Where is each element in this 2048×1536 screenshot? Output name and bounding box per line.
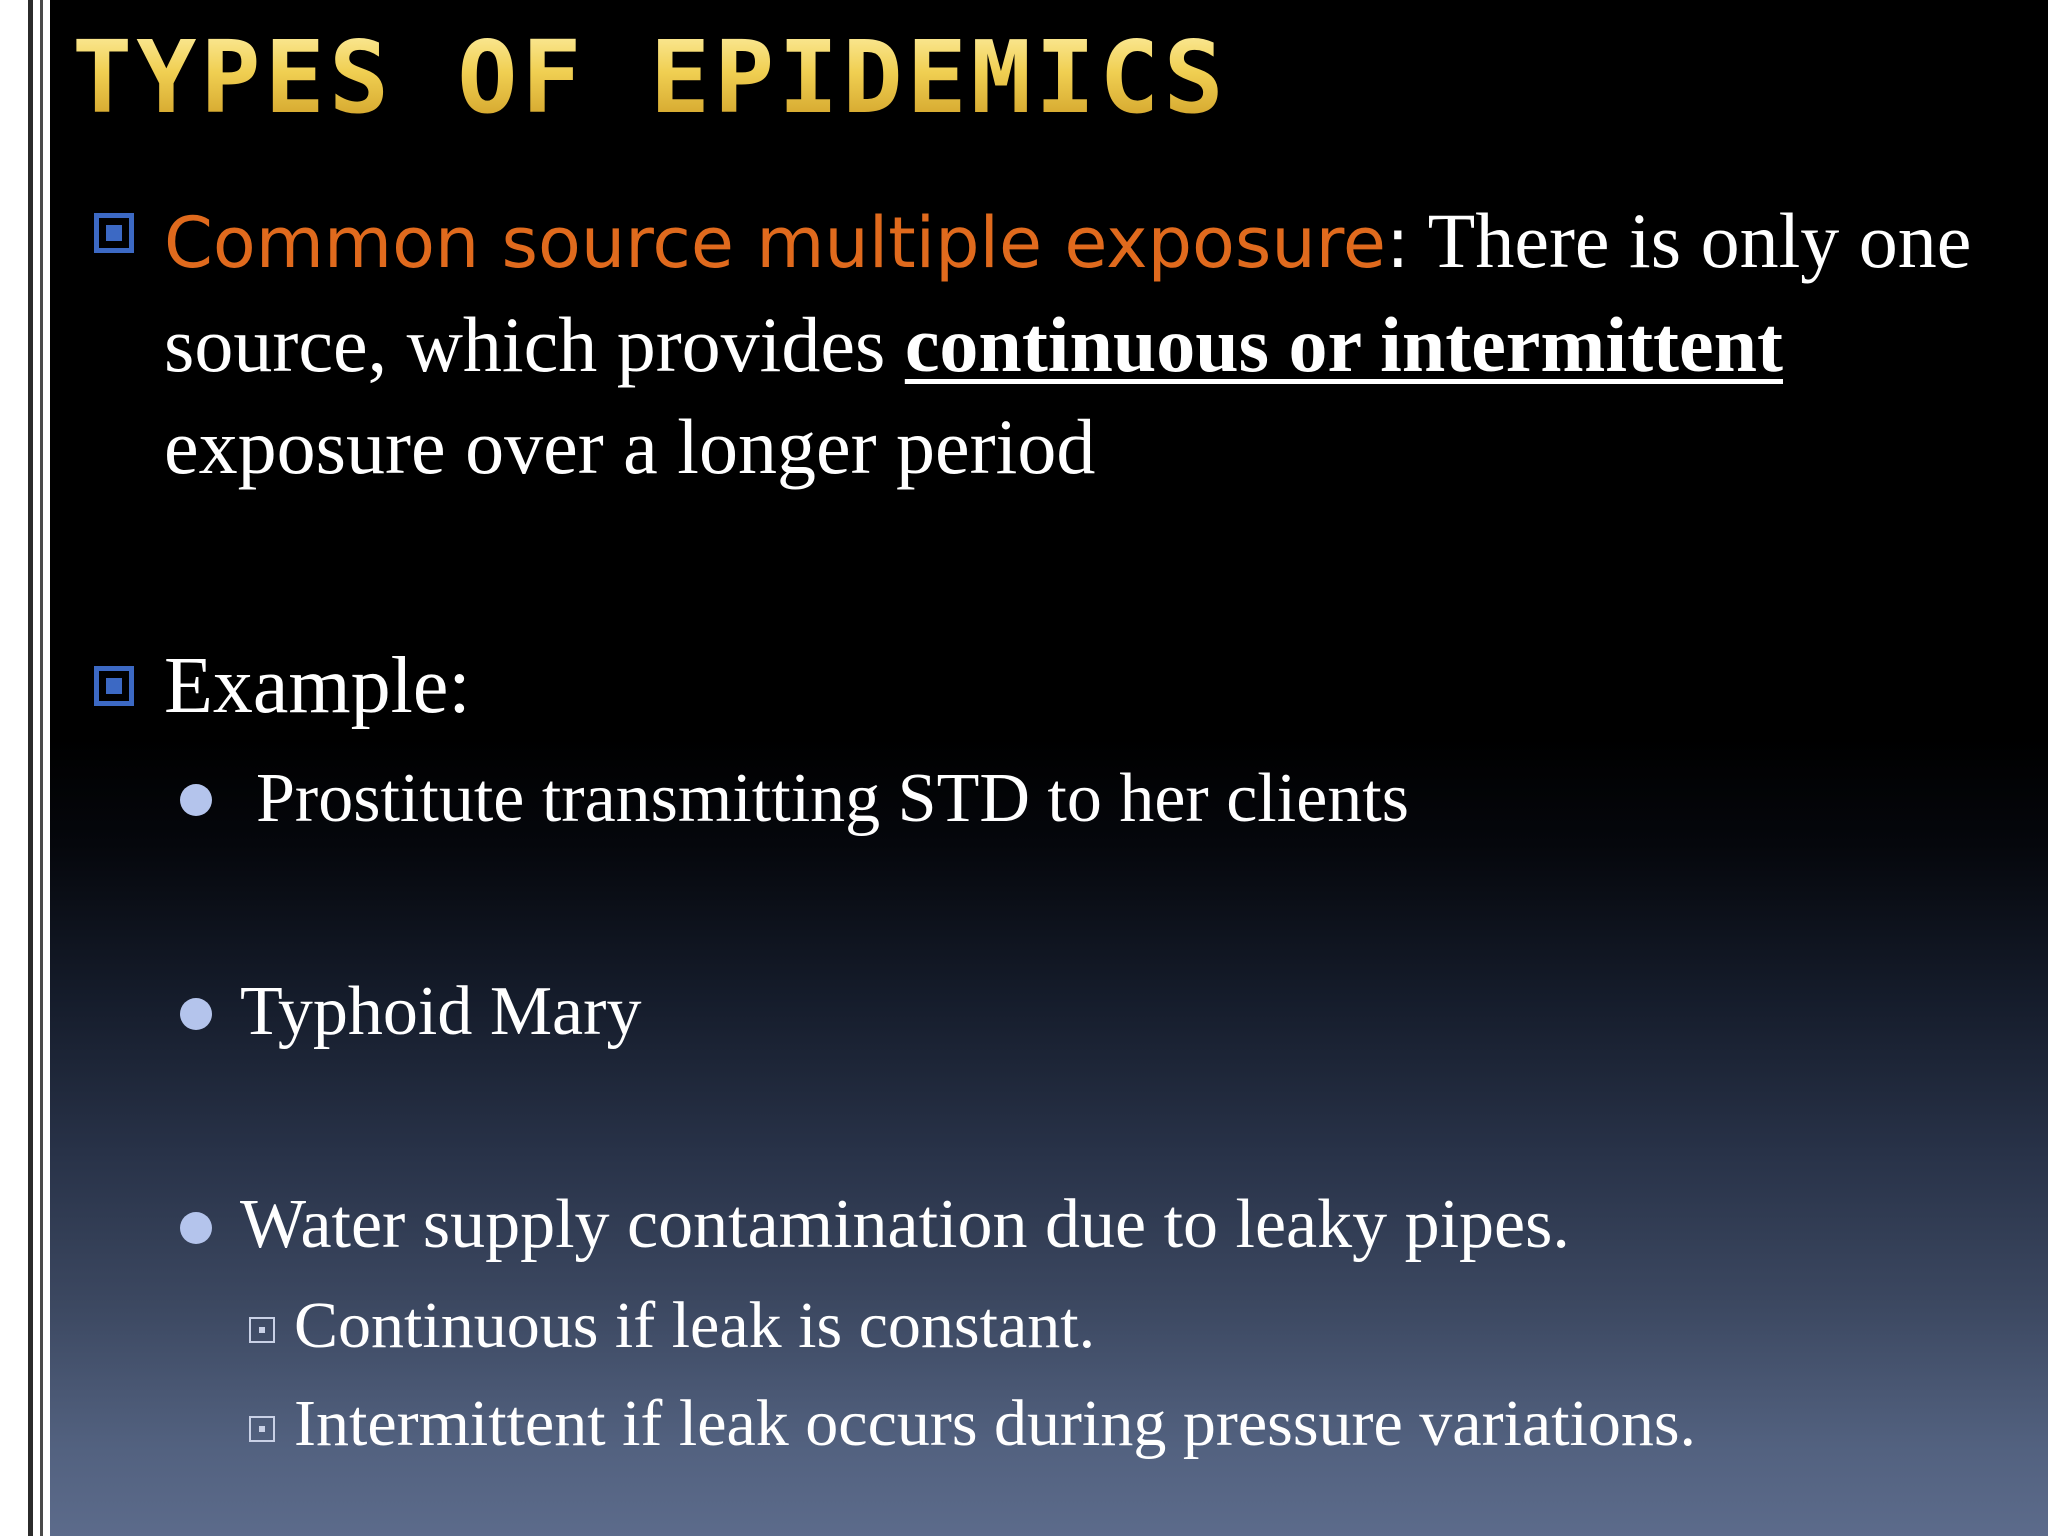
example-label: Example: (164, 642, 471, 730)
point1-paragraph (164, 190, 2024, 498)
circle-bullet-icon (180, 998, 212, 1030)
example-item: Typhoid Mary (240, 973, 642, 1050)
point1-text-before: There is only one source, which provides (164, 197, 1972, 388)
small-square-bullet-icon (249, 1416, 275, 1442)
circle-bullet-icon (180, 784, 212, 816)
example-item: Prostitute transmitting STD to her clients (256, 760, 1409, 837)
square-bullet-icon (94, 666, 134, 706)
point1-colon: : (1386, 202, 1410, 284)
point1-term: Common source multiple exposure (164, 202, 1386, 284)
point1-text-after: exposure over a longer period (164, 403, 1096, 490)
example-sub-item: Intermittent if leak occurs during pressure variations. (294, 1387, 1697, 1460)
left-border-line-inner (40, 0, 43, 1536)
left-border-line (28, 0, 33, 1536)
example-sub-item: Continuous if leak is constant. (294, 1289, 1096, 1362)
circle-bullet-icon (180, 1212, 212, 1244)
square-bullet-icon (94, 213, 134, 253)
point1-emphasis: continuous or intermittent (904, 301, 1783, 388)
example-item: Water supply contamination due to leaky pipes. (240, 1186, 1570, 1263)
slide-title: TYPES OF EPIDEMICS (72, 19, 1228, 136)
small-square-bullet-icon (249, 1317, 275, 1343)
